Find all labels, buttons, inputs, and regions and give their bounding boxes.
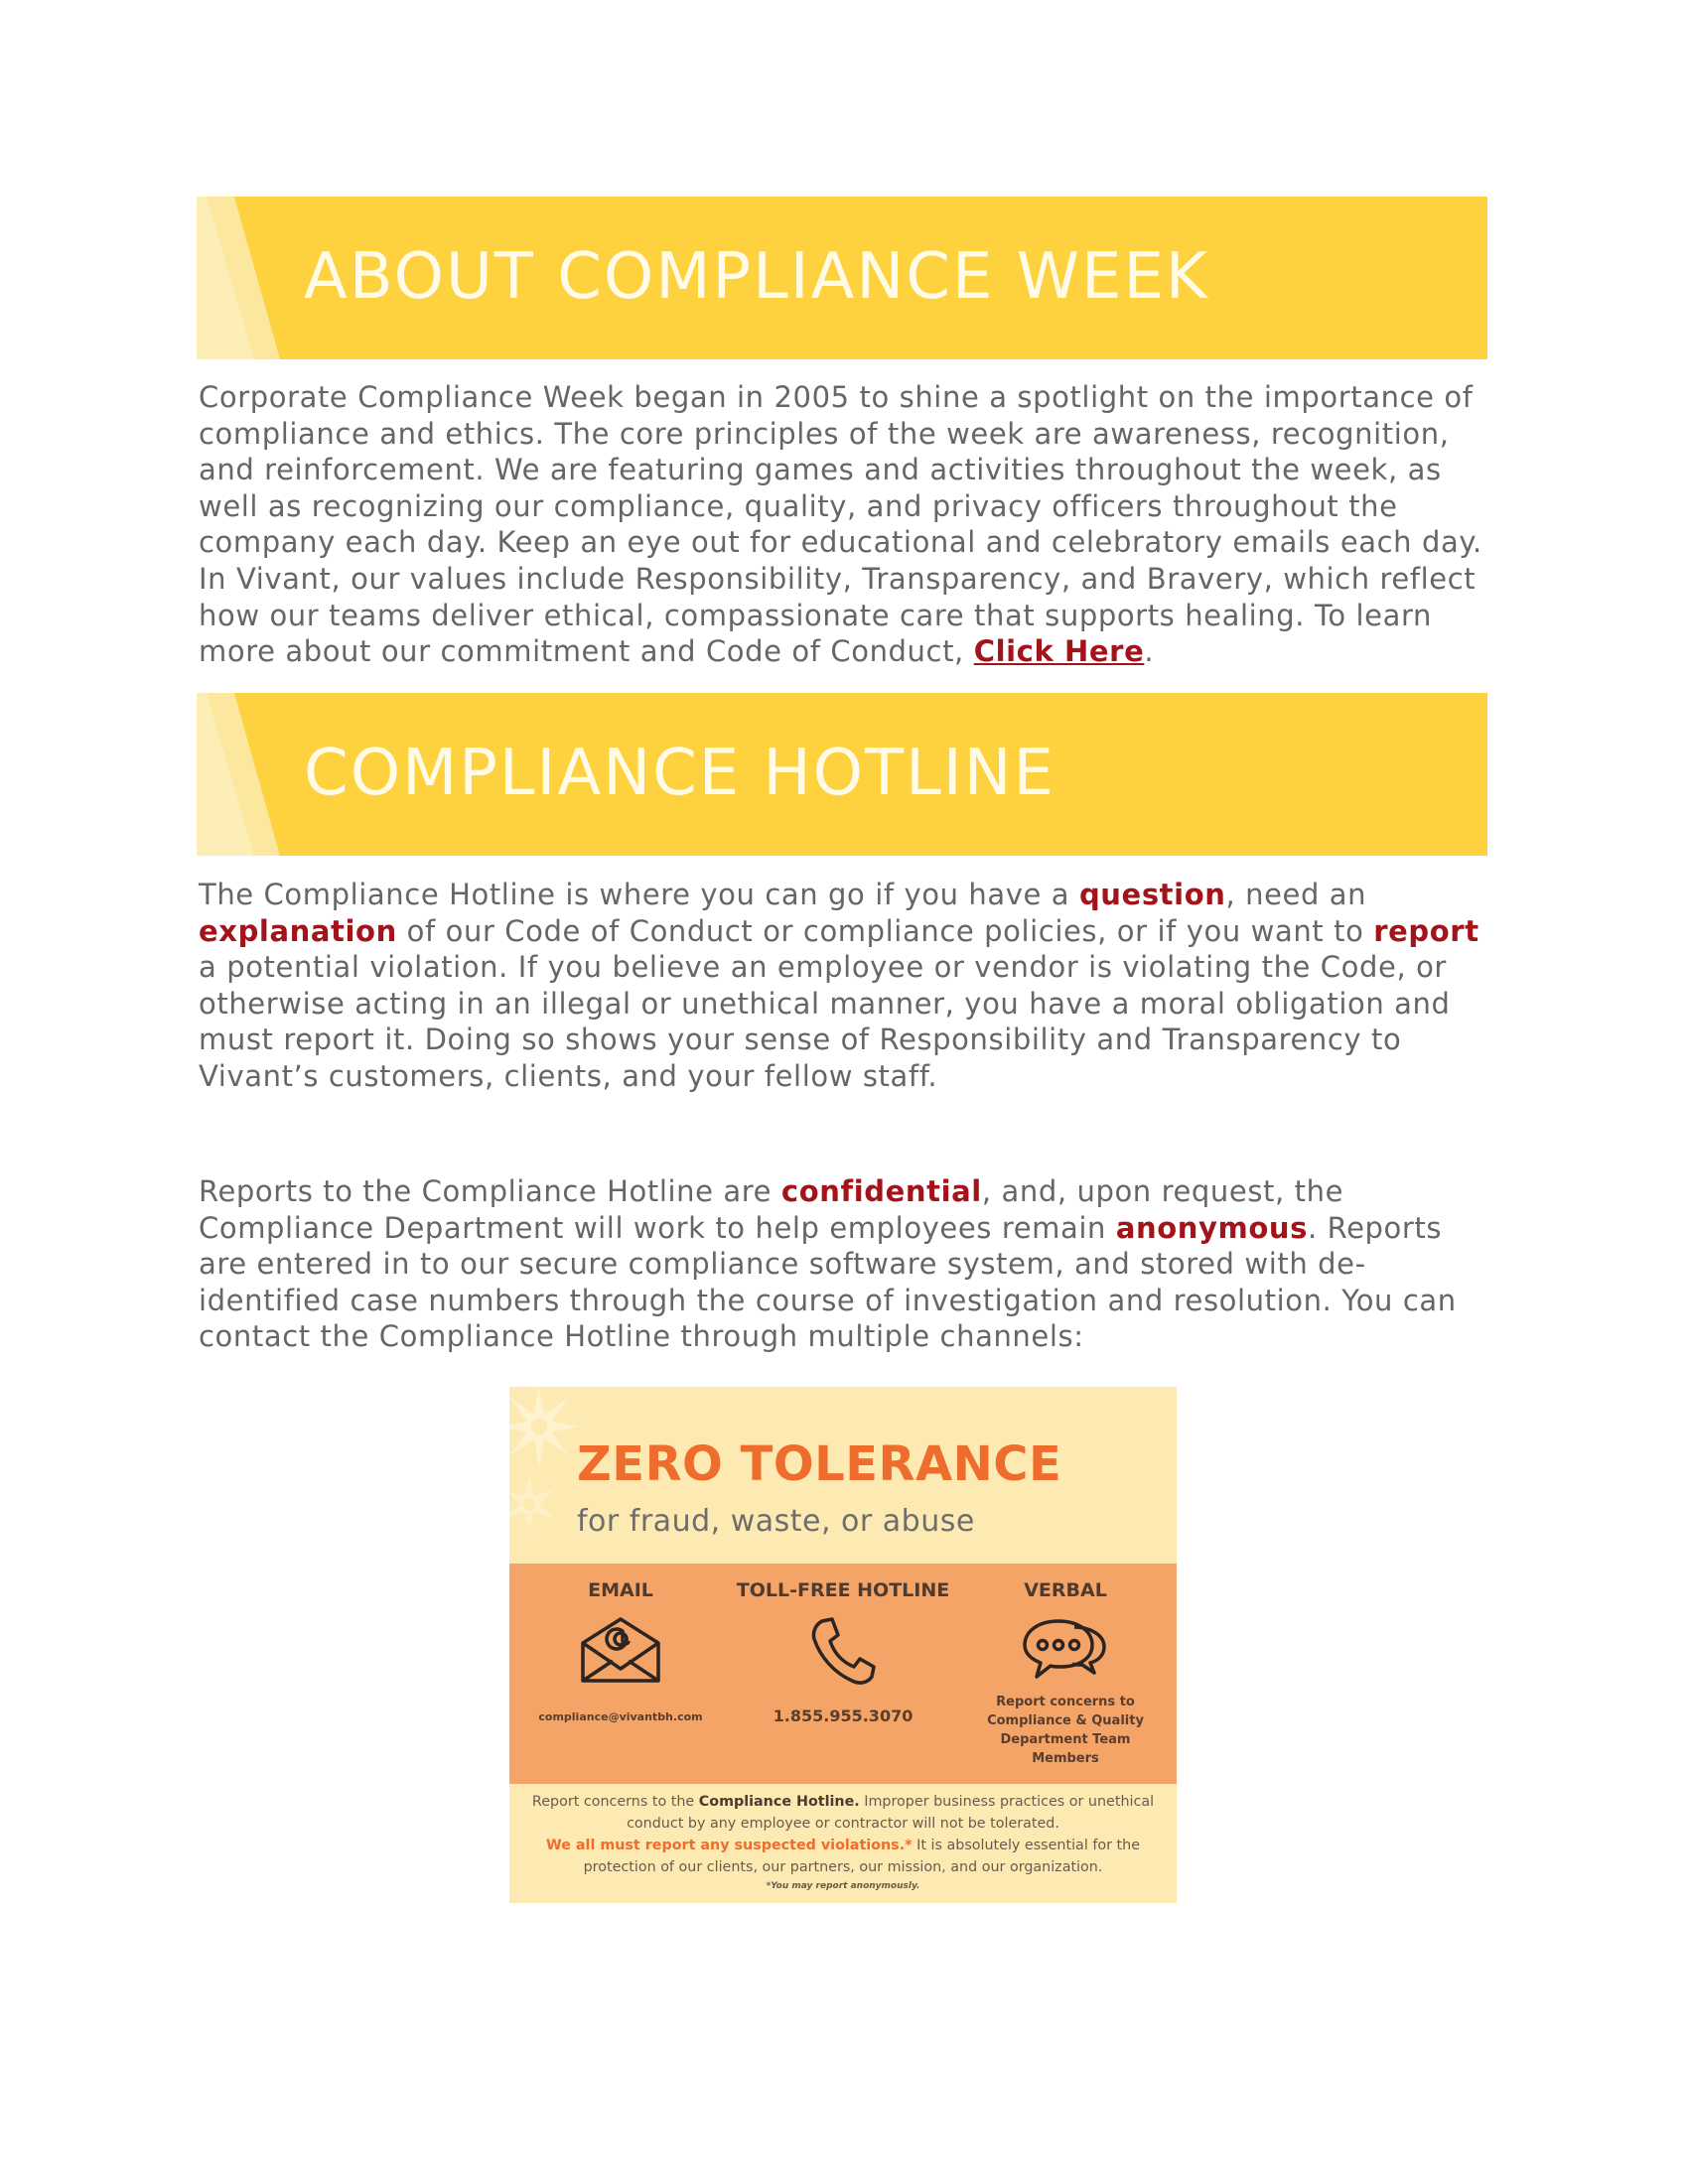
infographic-title: ZERO TOLERANCE <box>577 1436 1062 1492</box>
code-of-conduct-link[interactable]: Click Here <box>973 634 1145 669</box>
emphasis-report: report <box>1373 913 1479 948</box>
footer-text: Report concerns to the <box>531 1794 699 1810</box>
footer-text: Improper business practices or unethical conduct by any employee or contractor will not be tolerated. <box>627 1794 1155 1832</box>
footer-call-to-action: We all must report any suspected violations.* <box>545 1838 913 1853</box>
channel-verbal <box>954 1564 1177 1784</box>
banner-ray-decoration <box>197 197 316 359</box>
text: Reports to the Compliance Hotline are <box>199 1174 781 1208</box>
verbal-line: Compliance & Quality <box>987 1713 1144 1728</box>
infographic-footer <box>529 1791 1157 1894</box>
emphasis-confidential: confidential <box>780 1174 982 1208</box>
verbal-line: Members <box>1032 1751 1099 1766</box>
hotline-paragraph-1 <box>199 877 1494 1095</box>
text: . Reports are entered in to our secure compliance software system, and stored with de-identified case numbers through the course of investigation and resolution. You can contact the Compliance Hotline through multiple channels: <box>199 1210 1457 1354</box>
verbal-instructions <box>954 1693 1177 1768</box>
banner-title: ABOUT COMPLIANCE WEEK <box>304 240 1209 314</box>
hotline-number[interactable]: 1.855.955.3070 <box>773 1706 914 1725</box>
channel-heading: EMAIL <box>588 1579 653 1601</box>
banner-ray-decoration <box>197 693 316 856</box>
emphasis-explanation: explanation <box>199 913 397 948</box>
verbal-line: Report concerns to <box>996 1695 1135 1709</box>
emphasis-anonymous: anonymous <box>1115 1210 1308 1245</box>
email-icon <box>579 1615 662 1685</box>
text: a potential violation. If you believe an employee or vendor is violating the Code, or otherwise acting in an illegal or unethical manner, you have a moral obligation and must report it. Doing so shows your sense of Responsibility and Transparency to Vivant’s customers, clients, and your fellow staff. <box>199 950 1451 1093</box>
zero-tolerance-infographic <box>509 1387 1177 1903</box>
contact-channels-band <box>509 1564 1177 1784</box>
compliance-hotline-banner <box>197 693 1487 856</box>
emphasis-question: question <box>1078 878 1226 911</box>
text: The Compliance Hotline is where you can go if you have a <box>199 878 1079 911</box>
channel-hotline <box>732 1564 954 1784</box>
text: , need an <box>1225 878 1367 911</box>
email-address[interactable]: compliance@vivantbh.com <box>538 1710 703 1723</box>
text: , and, upon request, the Compliance Department will work to help employees remain <box>199 1174 1344 1245</box>
channel-heading: TOLL-FREE HOTLINE <box>736 1579 950 1601</box>
about-paragraph <box>199 379 1494 670</box>
banner-title: COMPLIANCE HOTLINE <box>304 737 1055 810</box>
text: of our Code of Conduct or compliance policies, or if you want to <box>396 913 1374 948</box>
hotline-paragraph-2 <box>199 1173 1494 1355</box>
verbal-line: Department Team <box>1000 1732 1131 1747</box>
speech-bubbles-icon <box>1023 1615 1108 1681</box>
footer-note: *You may report anonymously. <box>766 1881 920 1891</box>
about-text-end: . <box>1144 634 1155 669</box>
phone-icon <box>808 1615 878 1687</box>
channel-email <box>509 1564 732 1784</box>
infographic-subtitle: for fraud, waste, or abuse <box>577 1504 975 1539</box>
channel-heading: VERBAL <box>1024 1579 1107 1601</box>
footer-hotline-emphasis: Compliance Hotline. <box>698 1794 860 1810</box>
footer-text: It is absolutely essential for the protection of our clients, our partners, our mission, and our organization. <box>583 1838 1141 1875</box>
about-compliance-week-banner <box>197 197 1487 359</box>
about-text: Corporate Compliance Week began in 2005 to shine a spotlight on the importance of compliance and ethics. The core principles of the week are awareness, recognition, and reinforcement. We are featuring games and activities throughout the week, as well as recognizing our compliance, quality, and privacy officers throughout the company each day. Keep an eye out for educational and celebratory emails each day. In Vivant, our values include Responsibility, Transparency, and Bravery, which reflect how our teams deliver ethical, compassionate care that supports healing. To learn more about our commitment and Code of Conduct, <box>199 380 1482 669</box>
